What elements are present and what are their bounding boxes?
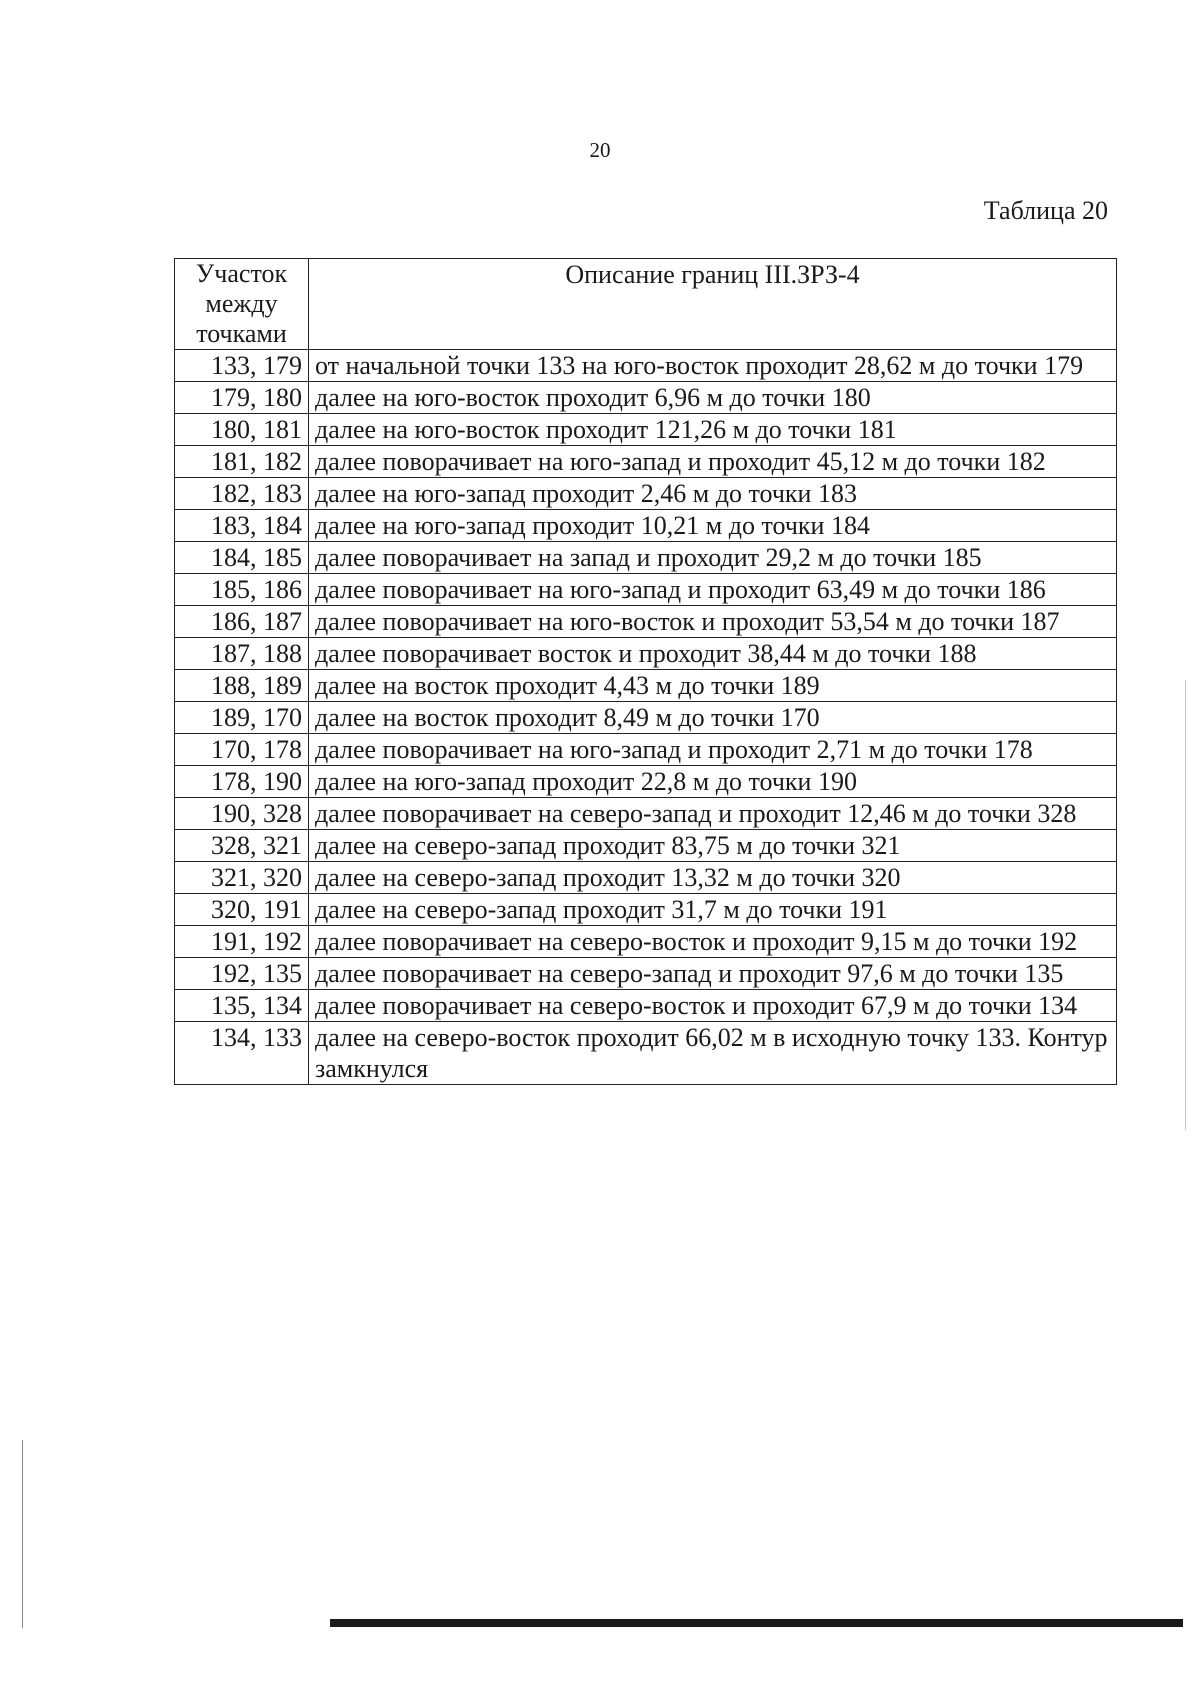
table-row [175,446,1117,478]
right-scan-line [1185,680,1186,1130]
row-points: 135, 134 [175,990,309,1022]
row-description: далее на северо-запад проходит 31,7 м до точки 191 [309,894,1117,926]
table-header-row [175,259,1117,350]
table-row [175,670,1117,702]
row-points: 170, 178 [175,734,309,766]
row-description: далее на восток проходит 4,43 м до точки 189 [309,670,1117,702]
row-description: далее на юго-запад проходит 10,21 м до точки 184 [309,510,1117,542]
table-caption: Таблица 20 [983,196,1108,225]
table-row [175,478,1117,510]
row-description: далее на юго-запад проходит 2,46 м до точки 183 [309,478,1117,510]
row-points: 183, 184 [175,510,309,542]
row-points: 190, 328 [175,798,309,830]
bottom-scan-line [330,1619,1183,1627]
row-description: далее поворачивает на северо-восток и проходит 9,15 м до точки 192 [309,926,1117,958]
row-points: 321, 320 [175,862,309,894]
row-points: 192, 135 [175,958,309,990]
row-points: 187, 188 [175,638,309,670]
table-row [175,542,1117,574]
table-row [175,414,1117,446]
row-description: далее поворачивает восток и проходит 38,44 м до точки 188 [309,638,1117,670]
table-row [175,510,1117,542]
row-description: далее на юго-восток проходит 6,96 м до точки 180 [309,382,1117,414]
row-description: далее на северо-восток проходит 66,02 м в исходную точку 133. Контур замкнулся [309,1022,1117,1085]
row-points: 182, 183 [175,478,309,510]
row-description: далее на юго-восток проходит 121,26 м до точки 181 [309,414,1117,446]
row-points: 178, 190 [175,766,309,798]
row-points: 133, 179 [175,350,309,382]
row-points: 189, 170 [175,702,309,734]
row-points: 328, 321 [175,830,309,862]
table-row [175,798,1117,830]
header-description: Описание границ III.ЗРЗ-4 [309,259,1117,350]
table-row [175,574,1117,606]
table-row [175,958,1117,990]
table-row [175,830,1117,862]
row-points: 181, 182 [175,446,309,478]
row-points: 184, 185 [175,542,309,574]
row-description: далее поворачивает на запад и проходит 29,2 м до точки 185 [309,542,1117,574]
table-row [175,382,1117,414]
table-row [175,766,1117,798]
row-points: 188, 189 [175,670,309,702]
row-description: далее на северо-запад проходит 83,75 м до точки 321 [309,830,1117,862]
row-description: далее поворачивает на юго-восток и проходит 53,54 м до точки 187 [309,606,1117,638]
table-row [175,702,1117,734]
table-row [175,350,1117,382]
page-number: 20 [589,138,611,162]
row-description: далее поворачивает на северо-запад и проходит 12,46 м до точки 328 [309,798,1117,830]
row-points: 134, 133 [175,1022,309,1085]
row-points: 191, 192 [175,926,309,958]
row-points: 186, 187 [175,606,309,638]
table-row [175,606,1117,638]
row-description: далее на северо-запад проходит 13,32 м до точки 320 [309,862,1117,894]
table-row [175,734,1117,766]
boundary-table [174,258,1117,1085]
row-points: 320, 191 [175,894,309,926]
row-points: 180, 181 [175,414,309,446]
row-description: далее поворачивает на юго-запад и проходит 63,49 м до точки 186 [309,574,1117,606]
table-row [175,862,1117,894]
row-description: далее поворачивает на юго-запад и проходит 45,12 м до точки 182 [309,446,1117,478]
row-points: 185, 186 [175,574,309,606]
table-row [175,638,1117,670]
table-row [175,990,1117,1022]
table-row [175,894,1117,926]
header-points: Участок между точками [175,259,309,350]
row-description: далее поворачивает на северо-восток и проходит 67,9 м до точки 134 [309,990,1117,1022]
row-description: от начальной точки 133 на юго-восток проходит 28,62 м до точки 179 [309,350,1117,382]
row-description: далее на восток проходит 8,49 м до точки 170 [309,702,1117,734]
row-description: далее поворачивает на северо-запад и проходит 97,6 м до точки 135 [309,958,1117,990]
table-row [175,926,1117,958]
row-description: далее поворачивает на юго-запад и проходит 2,71 м до точки 178 [309,734,1117,766]
row-description: далее на юго-запад проходит 22,8 м до точки 190 [309,766,1117,798]
table-body [175,350,1117,1085]
row-points: 179, 180 [175,382,309,414]
left-scan-line [22,1440,23,1628]
table-row [175,1022,1117,1085]
